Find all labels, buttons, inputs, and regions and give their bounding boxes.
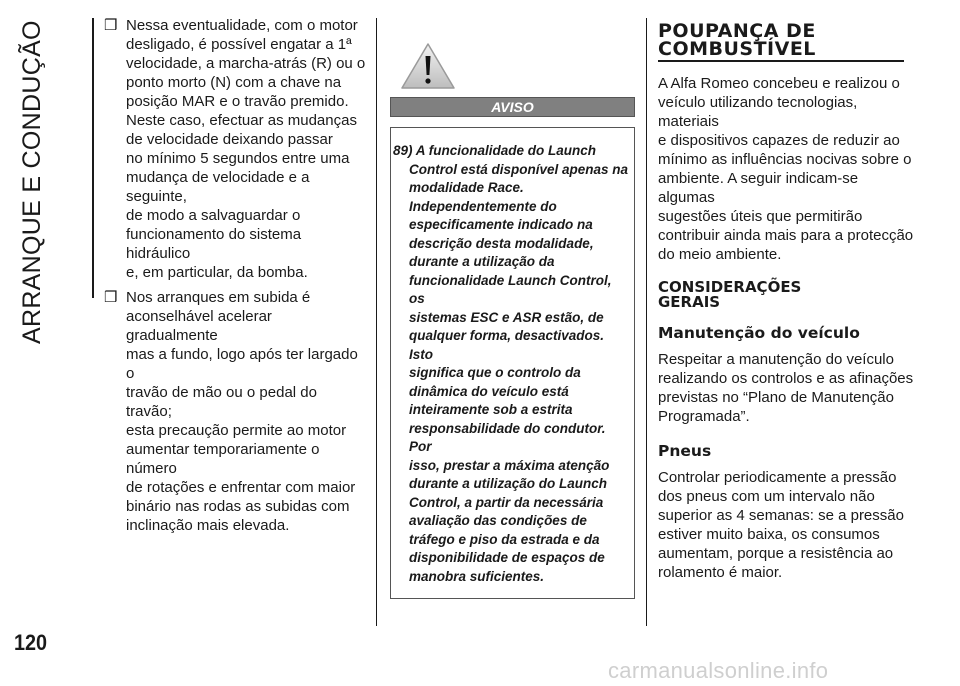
text-line: ambiente. A seguir indicam-se algumas — [658, 169, 859, 206]
text-line: Programada”. — [658, 407, 750, 425]
warning-header: AVISO — [390, 97, 635, 117]
text-line: superior as 4 semanas: se a pressão — [658, 506, 904, 524]
text-line: Nos arranques em subida é — [126, 289, 311, 306]
list-item — [104, 16, 366, 282]
page-number: 120 — [14, 630, 48, 655]
column-right — [658, 22, 918, 598]
text-line: travão de mão ou o pedal do travão; — [126, 384, 317, 420]
text-line: rolamento é maior. — [658, 563, 783, 581]
watermark: carmanualsonline.info — [608, 658, 829, 683]
text-line: de rotações e enfrentar com maior — [126, 479, 356, 496]
text-line: de modo a salvaguardar o — [126, 207, 301, 224]
warning-line: descrição desta modalidade, — [409, 235, 594, 251]
column-divider-2 — [646, 18, 647, 626]
side-divider — [92, 18, 94, 298]
text-line: no mínimo 5 segundos entre uma — [126, 150, 350, 167]
warning-line: disponibilidade de espaços de — [409, 550, 605, 565]
text-line: binário nas rodas as subidas com — [126, 498, 350, 515]
text-line: dos pneus com um intervalo não — [658, 487, 875, 505]
heading-fuel-economy — [658, 22, 918, 58]
maintenance-paragraph — [658, 350, 918, 426]
text-line: do meio ambiente. — [658, 245, 782, 263]
heading-general-considerations — [658, 277, 918, 311]
warning-line: manobra suficientes. — [409, 568, 545, 584]
warning-line: responsabilidade do condutor. Por — [409, 420, 606, 454]
text-line: desligado, é possível engatar a 1ª — [126, 36, 352, 53]
heading-line: COMBUSTÍVEL — [658, 38, 816, 60]
text-line: aumentam, porque a resistência ao — [658, 544, 894, 562]
text-line: e dispositivos capazes de reduzir ao — [658, 131, 900, 149]
warning-panel — [390, 42, 635, 599]
text-line: mas a fundo, logo após ter largado o — [126, 346, 358, 382]
text-line: previstas no “Plano de Manutenção — [658, 388, 894, 406]
text-line: posição MAR e o travão premido. — [126, 93, 349, 110]
text-line: mínimo as influências nocivas sobre o — [658, 150, 912, 168]
warning-line: 89) A funcionalidade do Launch — [393, 143, 597, 158]
text-line: realizando os controlos e as afinações — [658, 369, 914, 387]
warning-line: sistemas ESC e ASR estão, de — [409, 309, 604, 325]
text-line: ponto morto (N) com a chave na — [126, 74, 342, 91]
text-line: A Alfa Romeo concebeu e realizou o — [658, 74, 900, 92]
text-line: de velocidade deixando passar — [126, 131, 333, 148]
text-line: aumentar temporariamente o número — [126, 441, 320, 477]
heading-line: GERAIS — [658, 292, 721, 311]
text-line: velocidade, a marcha-atrás (R) ou o — [126, 55, 366, 72]
warning-line: durante a utilização da — [409, 254, 555, 269]
warning-text-box — [390, 127, 635, 599]
heading-vehicle-maintenance: Manutenção do veículo — [658, 323, 860, 342]
heading-line: POUPANÇA DE — [658, 20, 816, 42]
column-divider-1 — [376, 18, 377, 626]
warning-line: inteiramente sob a estrita — [409, 402, 573, 417]
warning-line: qualquer forma, desactivados. Isto — [409, 328, 605, 362]
warning-line: especificamente indicado na — [409, 217, 593, 232]
tyres-paragraph — [658, 468, 918, 582]
intro-paragraph — [658, 74, 918, 264]
heading-tyres: Pneus — [658, 441, 712, 460]
warning-triangle-icon — [400, 42, 456, 90]
text-line: Controlar periodicamente a pressão — [658, 468, 897, 486]
warning-line: tráfego e piso da estrada e da — [409, 531, 600, 547]
text-line: estiver muito baixa, os consumos — [658, 525, 880, 543]
checkbox-bullet-icon: ❒ — [104, 17, 118, 34]
warning-line: avaliação das condições de — [409, 513, 587, 528]
list-item-text — [126, 16, 366, 282]
section-title-text: ARRANQUE E CONDUÇÃO — [18, 20, 46, 344]
text-line: Nessa eventualidade, com o motor — [126, 17, 358, 34]
text-line: veículo utilizando tecnologias, materiais — [658, 93, 858, 130]
text-line: esta precaução permite ao motor — [126, 422, 347, 439]
checkbox-bullet-icon: ❒ — [104, 289, 118, 306]
heading-line: CONSIDERAÇÕES — [658, 277, 802, 296]
warning-line: isso, prestar a máxima atenção — [409, 457, 610, 473]
text-line: funcionamento do sistema hidráulico — [126, 226, 302, 262]
column-left — [104, 16, 366, 541]
heading-underline — [658, 60, 904, 62]
text-line: e, em particular, da bomba. — [126, 264, 308, 281]
text-line: Neste caso, efectuar as mudanças — [126, 112, 357, 129]
warning-line: significa que o controlo da — [409, 365, 581, 380]
text-line: Respeitar a manutenção do veículo — [658, 350, 894, 368]
warning-line: durante a utilização do Launch — [409, 476, 608, 491]
text-line: inclinação mais elevada. — [126, 517, 290, 534]
text-line: sugestões úteis que permitirão — [658, 207, 863, 225]
text-line: aconselhável acelerar gradualmente — [126, 308, 272, 344]
warning-line: dinâmica do veículo está — [409, 383, 569, 399]
warning-line: modalidade Race. — [409, 180, 524, 195]
list-item-text — [126, 288, 366, 535]
warning-line: Control está disponível apenas na — [409, 161, 629, 177]
text-line: mudança de velocidade e a seguinte, — [126, 169, 310, 205]
text-line: contribuir ainda mais para a protecção — [658, 226, 914, 244]
warning-line: Independentemente do — [409, 198, 557, 214]
warning-line: funcionalidade Launch Control, os — [409, 272, 612, 306]
list-item — [104, 288, 366, 535]
warning-line: Control, a partir da necessária — [409, 494, 604, 510]
